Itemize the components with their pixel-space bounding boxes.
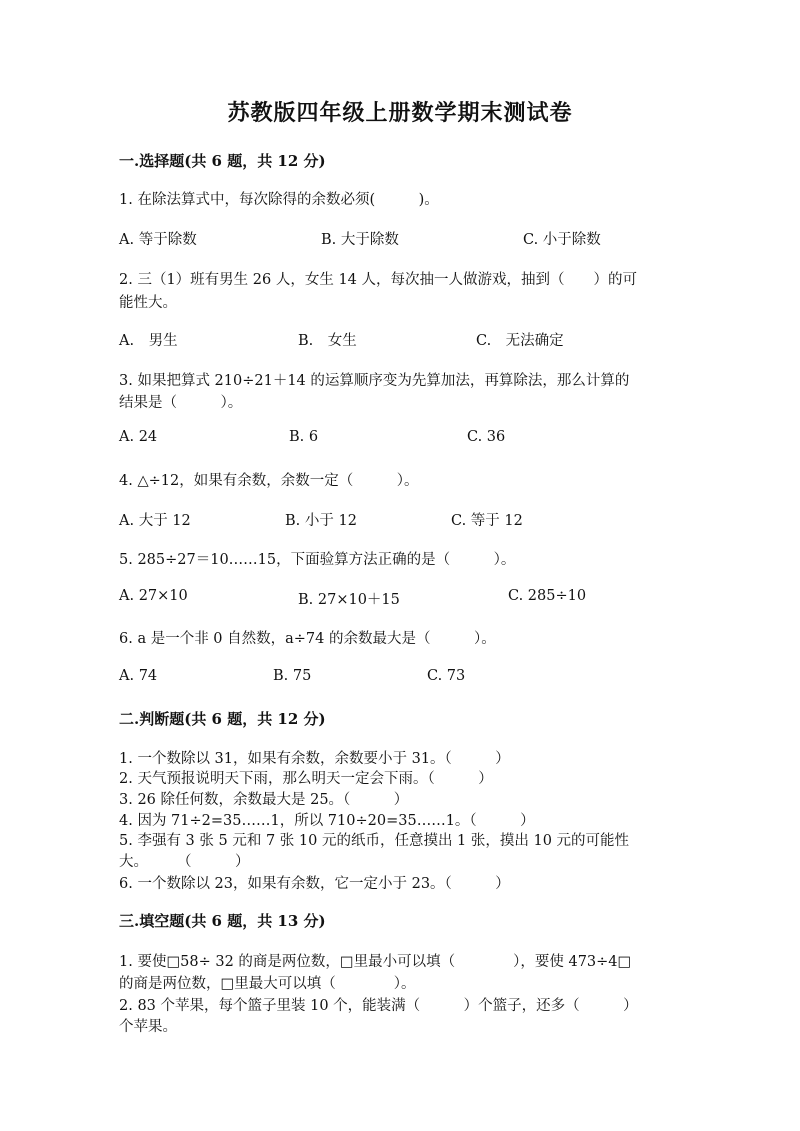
question-line: 个苹果。 [119,1019,177,1035]
question-line: 2. 三（1）班有男生 26 人，女生 14 人，每次抽一人做游戏，抽到（ ）的可 [119,272,638,288]
option-b: B. 小于 12 [285,513,357,529]
option-a: A. 24 [119,429,158,445]
option-c: C. 等于 12 [451,513,523,529]
question-line: 1. 要使□58÷ 32 的商是两位数，□里最小可以填（ ），要使 473÷4□ [119,954,632,970]
option-c: C. 73 [427,668,466,684]
question-line: 1. 一个数除以 31，如果有余数，余数要小于 31。（ ） [119,751,510,767]
option-a: A. 27×10 [119,588,188,604]
question-line: 5. 285÷27＝10……15，下面验算方法正确的是（ ）。 [119,552,516,568]
page-title: 苏教版四年级上册数学期末测试卷 [227,100,573,126]
option-c: C. 285÷10 [508,588,587,604]
question-line: 能性大。 [119,295,177,311]
option-c: C. 无法确定 [476,333,564,349]
question-line: 2. 83 个苹果，每个篮子里装 10 个，能装满（ ）个篮子，还多（ ） [119,998,638,1014]
question-line: 4. 因为 71÷2=35……1，所以 710÷20=35……1。（ ） [119,813,535,829]
option-b: B. 大于除数 [321,232,399,248]
option-c: C. 小于除数 [523,232,601,248]
option-b: B. 75 [273,668,312,684]
question-line: 5. 李强有 3 张 5 元和 7 张 10 元的纸币，任意摸出 1 张，摸出 10 元的可能性 [119,833,630,849]
question-line: 2. 天气预报说明天下雨，那么明天一定会下雨。（ ） [119,771,493,787]
question-line: 1. 在除法算式中，每次除得的余数必须( )。 [119,192,439,208]
option-a: A. 大于 12 [119,513,191,529]
option-b: B. 女生 [298,333,357,349]
question-line: 的商是两位数，□里最大可以填（ ）。 [119,976,416,992]
option-a: A. 等于除数 [119,232,197,248]
section-heading-judgement: 二.判断题(共 6 题，共 12 分) [119,710,326,728]
question-line: 6. a 是一个非 0 自然数，a÷74 的余数最大是（ ）。 [119,631,496,647]
option-b: B. 6 [289,429,319,445]
question-line: 3. 26 除任何数，余数最大是 25。（ ） [119,792,409,808]
section-heading-fill-in: 三.填空题(共 6 题，共 13 分) [119,912,326,930]
question-line: 结果是（ ）。 [119,395,243,411]
question-line: 3. 如果把算式 210÷21＋14 的运算顺序变为先算加法，再算除法，那么计算的 [119,373,630,389]
option-c: C. 36 [467,429,506,445]
option-a: A. 74 [119,668,158,684]
option-a: A. 男生 [119,333,178,349]
question-line: 4. △÷12，如果有余数，余数一定（ ）。 [119,473,419,489]
section-heading-choice: 一.选择题(共 6 题，共 12 分) [119,152,326,170]
question-line: 大。 （ ） [119,854,250,870]
question-line: 6. 一个数除以 23，如果有余数，它一定小于 23。（ ） [119,876,510,892]
option-b: B. 27×10＋15 [298,592,400,608]
